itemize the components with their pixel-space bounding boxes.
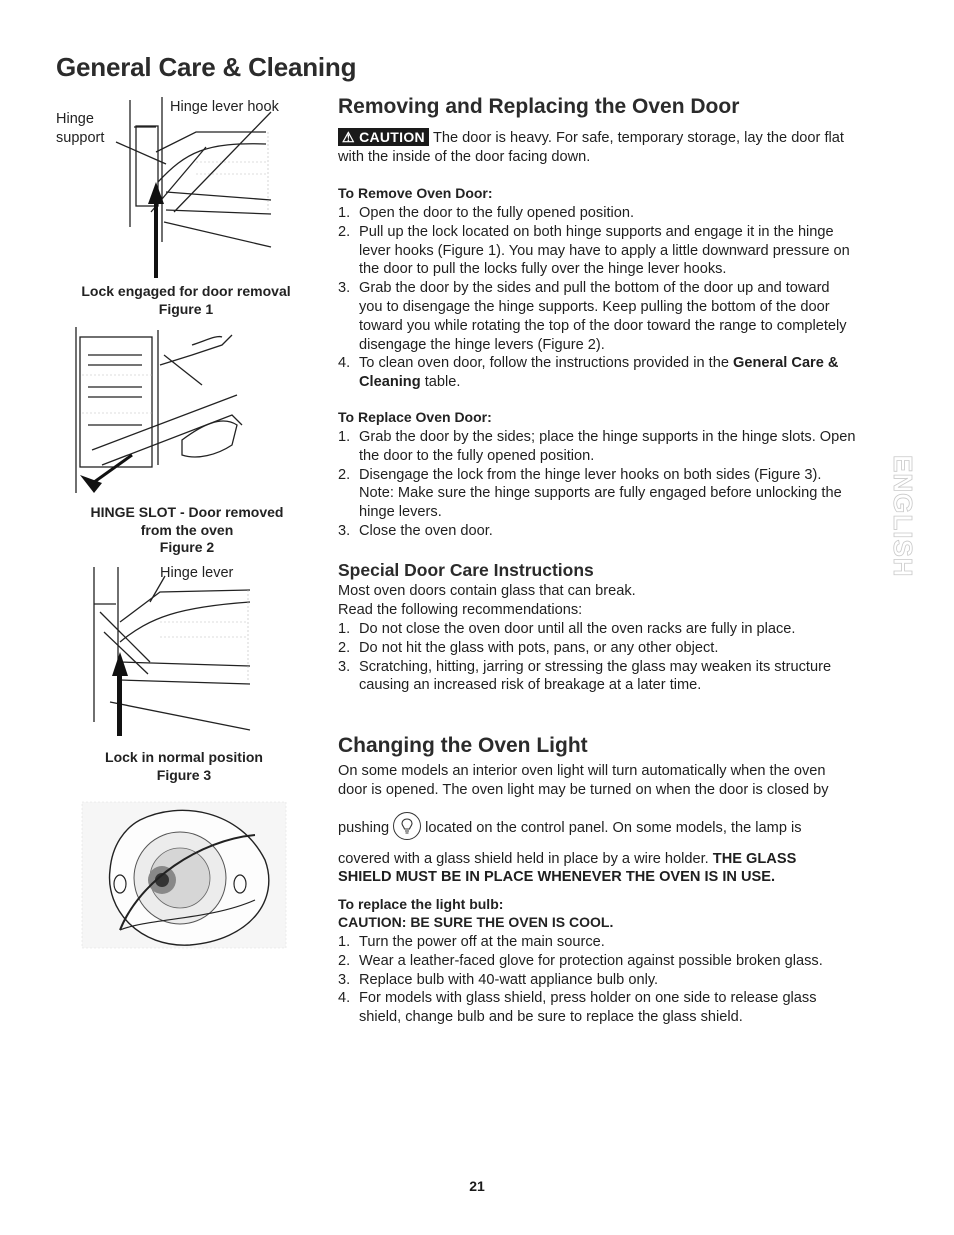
bulb-heading: To replace the light bulb: [338, 896, 504, 912]
list-item: 1. Grab the door by the sides; place the hinge supports in the hinge slots. Open the door to the fully opened position. [338, 429, 856, 464]
oven-light-heading: Changing the Oven Light [338, 734, 588, 757]
caution-badge: ⚠ CAUTION [338, 128, 429, 146]
remove-door-steps [338, 204, 888, 392]
list-item: 2. Disengage the lock from the hinge lever hooks on both sides (Figure 3). Note: Make sure the hinge supports are fully engaged before unlocking the hinge levers. [338, 466, 842, 521]
list-item: 4. To clean oven door, follow the instructions provided in the General Care & Cleaning table. [338, 355, 839, 391]
figure-3-label-hinge-lever: Hinge lever [160, 565, 234, 581]
list-item: 2. Wear a leather-faced glove for protection against possible broken glass. [338, 952, 823, 969]
language-side-tab: ENGLISH [888, 455, 918, 578]
page-number: 21 [469, 1178, 485, 1194]
list-item: 2. Pull up the lock located on both hinge supports and engage it in the hinge lever hooks (Figure 1). You may have to apply a little downward pressure on the door to pull the locks fully over the hinge lever hooks. [338, 223, 850, 278]
bulb-caution: CAUTION: BE SURE THE OVEN IS COOL. [338, 914, 614, 930]
warning-icon: ⚠ [342, 129, 355, 145]
page-title: General Care & Cleaning [56, 52, 357, 82]
replace-door-steps [338, 428, 888, 541]
list-item: 3. Grab the door by the sides and pull the bottom of the door up and toward you to disengage the hinge supports. Keep pulling the bottom of the door toward you while rotating the top of the door toward the range to completely disengage the hinge levers (Figure 2). [338, 280, 847, 353]
figure-3-caption: Lock in normal position [105, 749, 263, 765]
list-item: 3. Replace bulb with 40-watt appliance bulb only. [338, 971, 659, 988]
remove-door-heading: To Remove Oven Door: [338, 185, 493, 201]
replace-door-heading: To Replace Oven Door: [338, 409, 492, 425]
figure-1-label-hinge-support: Hinge support [56, 111, 105, 146]
list-item: 3. Scratching, hitting, jarring or stressing the glass may weaken its structure causing an increased risk of breakage at a later time. [338, 658, 832, 694]
oven-light-paragraph: On some models an interior oven light will turn automatically when the oven door is opened. The oven light may be turned on when the door is closed by pushing located on the control panel. On some models, the lamp is covered with a glass shield held in place by a wire holder. THE GLASS SHIELD MUST BE IN PLACE WHENEVER THE OVEN IS IN USE. [338, 763, 829, 886]
list-item: 2. Do not hit the glass with pots, pans, or any other object. [338, 639, 719, 656]
figure-2-number: Figure 2 [159, 539, 215, 555]
special-care-heading: Special Door Care Instructions [338, 560, 594, 580]
figure-1-illustration [56, 92, 296, 282]
special-care-intro: Most oven doors contain glass that can break. Read the following recommendations: [338, 583, 636, 618]
list-item: 1. Do not close the oven door until all the oven racks are fully in place. [338, 621, 796, 637]
light-bulb-illustration [80, 800, 290, 950]
list-item: 1. Turn the power off at the main source. [338, 934, 605, 950]
list-item: 4. For models with glass shield, press holder on one side to release glass shield, change bulb and be sure to replace the glass shield. [338, 990, 817, 1026]
figure-3-number: Figure 3 [156, 766, 212, 783]
list-item: 1. Open the door to the fully opened position. [338, 205, 635, 221]
figure-2-caption-cont: from the oven [140, 521, 234, 538]
door-caution: ⚠ CAUTION The door is heavy. For safe, temporary storage, lay the door flat with the inside of the door facing down. [338, 129, 844, 165]
figure-1-label-hinge-lever-hook: Hinge lever hook [170, 99, 279, 115]
bulb-steps [338, 933, 888, 1027]
figure-2-caption: HINGE SLOT - Door removed [90, 504, 284, 520]
oven-light-button-icon [393, 812, 421, 840]
door-section-heading: Removing and Replacing the Oven Door [338, 95, 740, 118]
special-care-steps [338, 620, 888, 695]
figure-1-caption: Lock engaged for door removal [81, 283, 291, 299]
figure-1-number: Figure 1 [158, 300, 214, 317]
figure-2-illustration [72, 325, 272, 500]
list-item: 3. Close the oven door. [338, 522, 493, 539]
figure-3-illustration [90, 562, 260, 737]
